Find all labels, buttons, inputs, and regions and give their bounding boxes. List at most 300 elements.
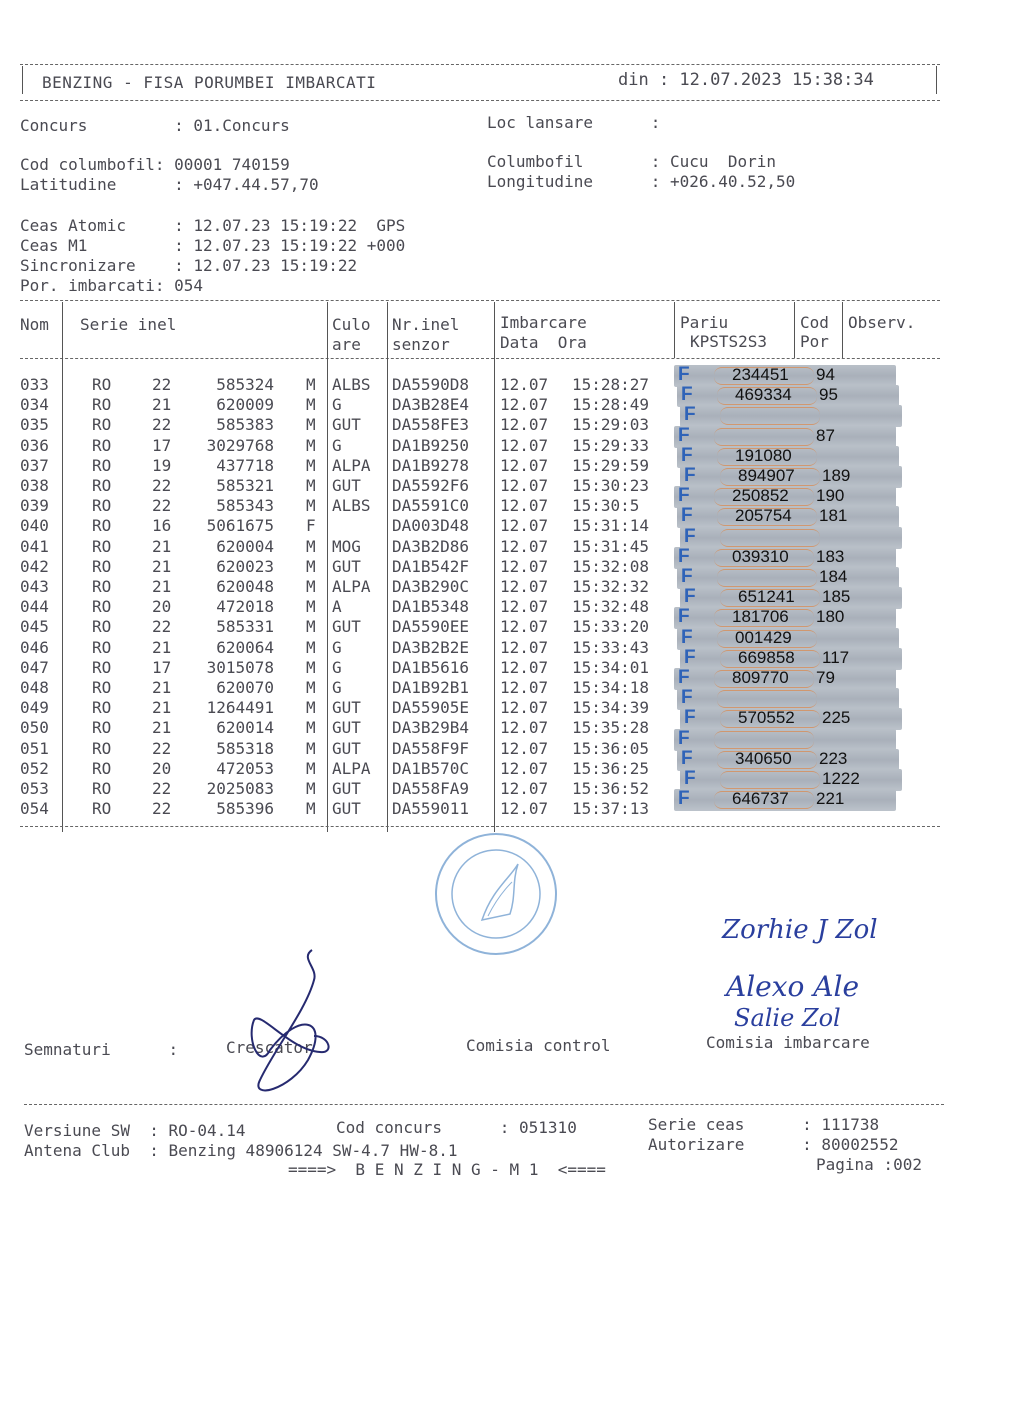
cell-country: RO (92, 516, 112, 536)
header-right-border (936, 66, 937, 94)
cell-country: RO (92, 718, 112, 738)
pariu-sticker (680, 466, 902, 488)
sticker-wave (717, 690, 817, 708)
cell-color: ALBS (332, 375, 371, 394)
cell-time: 15:29:33 (572, 435, 650, 455)
cell-year: 22 (152, 617, 172, 637)
cell-year: 21 (152, 718, 172, 738)
cell-ring-number: 472018 (216, 597, 274, 617)
cell-sex: M (306, 637, 316, 657)
cell-country: RO (92, 758, 112, 778)
cell-year: 17 (152, 657, 172, 677)
cell-time: 15:34:01 (572, 657, 650, 677)
pariu-sticker (680, 587, 902, 609)
cell-country: RO (92, 375, 112, 394)
cell-sex: M (306, 556, 316, 576)
cell-date: 12.07 (500, 657, 549, 677)
cell-country: RO (92, 597, 112, 617)
cell-time: 15:32:48 (572, 597, 650, 617)
cell-nom: 034 (20, 395, 49, 415)
cell-year: 19 (152, 455, 172, 475)
cell-ring-number: 585324 (216, 375, 274, 394)
crescator-signature (230, 940, 350, 1100)
cell-nom: 039 (20, 496, 49, 516)
cell-sex: M (306, 698, 316, 718)
cell-nom: 051 (20, 738, 49, 758)
cell-sensor: DA558FE3 (392, 415, 470, 435)
signature-1: Zorhie J Zol (722, 915, 878, 945)
footer-rule (24, 1104, 944, 1105)
cell-color: G (332, 678, 342, 697)
cell-color: GUT (332, 556, 361, 576)
sticker-code: 646737 (732, 789, 789, 809)
cell-country: RO (92, 698, 112, 718)
cell-sex: M (306, 476, 316, 495)
cell-date: 12.07 (500, 516, 549, 536)
columbofil-field: Columbofil : Cucu Dorin (487, 152, 776, 171)
cell-date: 12.07 (500, 597, 549, 617)
cell-date: 12.07 (500, 536, 549, 556)
document-date: din : 12.07.2023 15:38:34 (618, 70, 874, 90)
cell-ring-number: 620070 (216, 678, 274, 697)
table-row (20, 597, 680, 617)
cell-nom: 047 (20, 657, 49, 677)
cell-ring-number: 620009 (216, 395, 274, 415)
cell-country: RO (92, 435, 112, 455)
col-pariu: Pariu (680, 313, 729, 332)
cell-ring-number: 620014 (216, 718, 274, 738)
cell-year: 21 (152, 637, 172, 657)
cell-sensor: DA3B290C (392, 577, 470, 596)
sticker-f-mark: F (681, 748, 693, 769)
cell-sensor: DA1B5348 (392, 597, 470, 617)
cell-nom: 038 (20, 476, 49, 495)
cell-ring-number: 620004 (216, 536, 274, 556)
cell-country: RO (92, 779, 112, 798)
cell-date: 12.07 (500, 779, 549, 798)
cell-sensor: DA5592F6 (392, 476, 470, 495)
table-bottom-rule (20, 826, 940, 827)
cell-nom: 036 (20, 435, 49, 455)
cell-year: 21 (152, 536, 172, 556)
sticker-code: 894907 (738, 466, 795, 485)
cell-color: GUT (332, 415, 361, 435)
cell-country: RO (92, 556, 112, 576)
sticker-wave (720, 529, 820, 547)
cell-ring-number: 620064 (216, 637, 274, 657)
antena-club: Antena Club : Benzing 48906124 SW-4.7 HW-8.1 (24, 1141, 458, 1160)
cell-ring-number: 585331 (216, 617, 274, 637)
cell-nom: 046 (20, 637, 49, 657)
sticker-wave (714, 731, 814, 749)
cell-country: RO (92, 476, 112, 495)
cell-year: 20 (152, 597, 172, 617)
cell-color: GUT (332, 779, 361, 798)
cell-color: GUT (332, 799, 361, 819)
cell-color: GUT (332, 718, 361, 738)
sticker-f-mark: F (678, 668, 690, 688)
cell-time: 15:28:27 (572, 375, 650, 394)
cell-ring-number: 472053 (216, 758, 274, 778)
sticker-code: 001429 (735, 627, 792, 647)
cell-date: 12.07 (500, 375, 549, 394)
table-row (20, 658, 680, 678)
longitudine-field: Longitudine : +026.40.52,50 (487, 172, 796, 191)
cell-nom: 054 (20, 799, 49, 819)
cell-sex: M (306, 375, 316, 394)
cell-year: 21 (152, 678, 172, 697)
cell-date: 12.07 (500, 678, 549, 697)
cell-color: GUT (332, 738, 361, 758)
sticker-f-mark: F (684, 769, 696, 789)
pariu-sticker (680, 708, 902, 730)
cell-date: 12.07 (500, 617, 549, 637)
cell-time: 15:32:08 (572, 556, 650, 576)
sticker-tail: 225 (822, 708, 851, 728)
table-row (20, 799, 680, 819)
cell-time: 15:35:28 (572, 718, 650, 738)
pariu-sticker (674, 426, 896, 448)
cell-time: 15:36:52 (572, 779, 650, 798)
sticker-code: 205754 (735, 506, 792, 526)
cell-color: GUT (332, 698, 361, 718)
cell-year: 21 (152, 698, 172, 718)
cell-sex: M (306, 496, 316, 516)
cell-ring-number: 3029768 (206, 435, 274, 455)
pariu-sticker (674, 486, 896, 508)
cell-country: RO (92, 657, 112, 677)
sticker-tail: 180 (816, 607, 845, 627)
cell-date: 12.07 (500, 476, 549, 495)
sticker-code: 669858 (738, 647, 795, 667)
cell-year: 22 (152, 415, 172, 435)
cell-ring-number: 620023 (216, 556, 274, 576)
cell-country: RO (92, 455, 112, 475)
sticker-f-mark: F (678, 546, 690, 567)
cell-time: 15:37:13 (572, 799, 650, 819)
pagina: Pagina :002 (816, 1155, 922, 1174)
cell-sex: M (306, 435, 316, 455)
pariu-sticker (674, 729, 896, 751)
cell-year: 16 (152, 516, 172, 536)
col-senzor: senzor (392, 335, 450, 354)
cell-date: 12.07 (500, 455, 549, 475)
sticker-code: 651241 (738, 587, 795, 607)
sticker-code: 234451 (732, 365, 789, 384)
col-cod: Cod (800, 313, 829, 332)
cell-ring-number: 5061675 (206, 516, 274, 536)
cell-time: 15:32:32 (572, 577, 650, 596)
cell-sex: M (306, 758, 316, 778)
cell-date: 12.07 (500, 637, 549, 657)
pariu-sticker (677, 749, 899, 771)
cod-concurs: Cod concurs : 051310 (336, 1118, 577, 1137)
sticker-f-mark: F (681, 506, 693, 527)
comisia-control-label: Comisia control (466, 1036, 611, 1055)
cell-date: 12.07 (500, 556, 549, 576)
table-row (20, 476, 680, 496)
col-culo: Culo (332, 315, 371, 334)
cell-country: RO (92, 536, 112, 556)
cell-nom: 045 (20, 617, 49, 637)
cell-color: ALPA (332, 577, 371, 596)
table-header-rule (20, 358, 940, 359)
cell-sex: M (306, 536, 316, 556)
cell-sensor: DA55905E (392, 698, 470, 718)
cell-time: 15:30:5 (572, 496, 640, 516)
cell-time: 15:31:45 (572, 536, 650, 556)
cell-sensor: DA3B28E4 (392, 395, 470, 415)
sticker-code: 250852 (732, 486, 789, 506)
pariu-sticker (680, 527, 902, 549)
sticker-f-mark: F (681, 567, 693, 587)
cell-sensor: DA1B9250 (392, 435, 470, 455)
cell-country: RO (92, 637, 112, 657)
loc-lansare-field: Loc lansare : (487, 113, 661, 132)
col-nom: Nom (20, 315, 49, 334)
cell-year: 22 (152, 496, 172, 516)
table-row (20, 537, 680, 557)
pariu-sticker (677, 688, 899, 710)
header-bottom-rule (20, 100, 940, 101)
cell-date: 12.07 (500, 577, 549, 596)
cell-sensor: DA3B2B2E (392, 637, 470, 657)
cell-time: 15:33:43 (572, 637, 650, 657)
table-row (20, 739, 680, 759)
sticker-f-mark: F (678, 486, 690, 507)
sticker-tail: 79 (816, 668, 835, 687)
sticker-tail: 94 (816, 365, 835, 384)
sticker-wave (720, 407, 820, 425)
cell-date: 12.07 (500, 698, 549, 718)
cell-ring-number: 2025083 (206, 779, 274, 798)
cell-sex: M (306, 799, 316, 819)
signature-2: Alexo Ale (726, 970, 860, 1003)
table-row (20, 779, 680, 799)
cell-color: G (332, 657, 342, 677)
cell-color: GUT (332, 617, 361, 637)
cell-nom: 049 (20, 698, 49, 718)
cell-sex: M (306, 455, 316, 475)
cell-country: RO (92, 678, 112, 697)
cell-country: RO (92, 799, 112, 819)
sticker-tail: 1222 (822, 769, 860, 788)
table-row (20, 516, 680, 536)
sticker-f-mark: F (684, 708, 696, 729)
sticker-f-mark: F (684, 647, 696, 668)
cell-ring-number: 437718 (216, 455, 274, 475)
cell-color: G (332, 395, 342, 415)
sincronizare-field: Sincronizare : 12.07.23 15:19:22 (20, 256, 358, 275)
cell-ring-number: 585318 (216, 738, 274, 758)
pariu-sticker (677, 385, 899, 407)
header-top-rule (20, 64, 940, 65)
cell-nom: 052 (20, 758, 49, 778)
cell-sensor: DA559011 (392, 799, 470, 819)
cell-ring-number: 585383 (216, 415, 274, 435)
col-kpsts: KPSTS2S3 (690, 332, 768, 351)
cell-sensor: DA1B570C (392, 758, 470, 778)
cell-sensor: DA1B542F (392, 556, 470, 576)
cell-sex: F (306, 516, 316, 536)
cell-date: 12.07 (500, 718, 549, 738)
ceas-atomic-field: Ceas Atomic : 12.07.23 15:19:22 GPS (20, 216, 406, 235)
cell-year: 22 (152, 799, 172, 819)
sticker-f-mark: F (678, 607, 690, 628)
cell-ring-number: 585321 (216, 476, 274, 495)
sticker-f-mark: F (681, 445, 693, 466)
cell-sex: M (306, 718, 316, 738)
cell-date: 12.07 (500, 415, 549, 435)
cell-sex: M (306, 678, 316, 697)
header-left-border (22, 66, 23, 94)
col-serie-inel: Serie inel (80, 315, 177, 334)
cell-year: 17 (152, 435, 172, 455)
cell-country: RO (92, 395, 112, 415)
pariu-sticker (674, 789, 896, 811)
sticker-tail: 184 (819, 567, 848, 586)
cell-nom: 033 (20, 375, 49, 394)
cell-date: 12.07 (500, 738, 549, 758)
cell-time: 15:29:03 (572, 415, 650, 435)
table-row (20, 415, 680, 435)
cell-date: 12.07 (500, 758, 549, 778)
cell-country: RO (92, 617, 112, 637)
cell-nom: 040 (20, 516, 49, 536)
sticker-tail: 117 (822, 647, 850, 667)
col-observ: Observ. (848, 313, 916, 332)
versiune-sw: Versiune SW : RO-04.14 (24, 1121, 246, 1140)
sticker-f-mark: F (684, 587, 696, 608)
table-row (20, 698, 680, 718)
cell-nom: 037 (20, 455, 49, 475)
cell-sex: M (306, 577, 316, 596)
sticker-code: 181706 (732, 607, 789, 627)
cell-year: 20 (152, 758, 172, 778)
cell-sensor: DA3B29B4 (392, 718, 470, 738)
cell-nom: 053 (20, 779, 49, 798)
por-imbarcati-field: Por. imbarcati: 054 (20, 276, 204, 295)
col-nr-inel: Nr.inel (392, 315, 460, 334)
concurs-field: Concurs : 01.Concurs (20, 116, 290, 135)
cell-nom: 041 (20, 536, 49, 556)
cell-ring-number: 1264491 (206, 698, 274, 718)
cell-time: 15:31:14 (572, 516, 650, 536)
cell-time: 15:34:39 (572, 698, 650, 718)
cell-sex: M (306, 617, 316, 637)
sticker-code: 570552 (738, 708, 795, 728)
table-row (20, 638, 680, 658)
sticker-wave (717, 569, 817, 587)
pariu-sticker (677, 446, 899, 468)
pariu-sticker (680, 405, 902, 427)
cell-color: ALBS (332, 496, 371, 516)
table-row (20, 678, 680, 698)
table-row (20, 436, 680, 456)
sticker-f-mark: F (681, 688, 693, 709)
table-row (20, 395, 680, 415)
sticker-f-mark: F (684, 405, 696, 426)
col-data-ora: Data Ora (500, 333, 587, 352)
cell-country: RO (92, 415, 112, 435)
cell-color: GUT (332, 476, 361, 495)
cell-year: 21 (152, 556, 172, 576)
cell-nom: 044 (20, 597, 49, 617)
sticker-code: 469334 (735, 385, 792, 405)
autorizare: Autorizare : 80002552 (648, 1135, 899, 1154)
sticker-f-mark: F (678, 789, 690, 810)
sticker-f-mark: F (684, 526, 696, 547)
document-title: BENZING - FISA PORUMBEI IMBARCATI (42, 73, 377, 92)
cell-country: RO (92, 496, 112, 516)
cell-sensor: DA1B92B1 (392, 678, 470, 697)
pariu-sticker (677, 567, 899, 589)
cell-color: ALPA (332, 455, 371, 475)
table-row (20, 759, 680, 779)
cell-year: 22 (152, 476, 172, 495)
cell-color: ALPA (332, 758, 371, 778)
cell-time: 15:28:49 (572, 395, 650, 415)
cell-sensor: DA1B5616 (392, 657, 470, 677)
cell-year: 22 (152, 375, 172, 394)
table-row (20, 557, 680, 577)
cell-nom: 043 (20, 577, 49, 596)
sticker-tail: 183 (816, 546, 845, 566)
cell-sex: M (306, 395, 316, 415)
col-sep-6 (794, 302, 795, 358)
signature-3: Salie Zol (734, 1004, 841, 1032)
cell-color: G (332, 435, 342, 455)
cell-date: 12.07 (500, 799, 549, 819)
sticker-tail: 221 (816, 789, 845, 809)
cell-sensor: DA5590EE (392, 617, 470, 637)
comisia-imbarcare-label: Comisia imbarcare (706, 1033, 870, 1052)
cell-sensor: DA558FA9 (392, 779, 470, 798)
crescator-label: Crescator (226, 1038, 313, 1057)
cell-sensor: DA5590D8 (392, 375, 470, 394)
sticker-tail: 190 (816, 486, 845, 506)
club-stamp (432, 830, 560, 958)
sticker-f-mark: F (678, 728, 690, 749)
pariu-sticker (674, 365, 896, 387)
sticker-tail: 181 (819, 506, 848, 526)
cell-sensor: DA1B9278 (392, 455, 470, 475)
cell-year: 22 (152, 779, 172, 798)
cell-date: 12.07 (500, 496, 549, 516)
cell-sensor: DA5591C0 (392, 496, 470, 516)
pariu-sticker (674, 668, 896, 690)
cell-ring-number: 3015078 (206, 657, 274, 677)
cell-ring-number: 585343 (216, 496, 274, 516)
table-row (20, 456, 680, 476)
sticker-f-mark: F (681, 385, 693, 406)
cell-time: 15:30:23 (572, 476, 650, 495)
cell-nom: 035 (20, 415, 49, 435)
sticker-tail: 223 (819, 748, 848, 768)
cell-nom: 050 (20, 718, 49, 738)
cell-sensor: DA003D48 (392, 516, 470, 536)
sticker-code: 039310 (732, 546, 789, 566)
sticker-f-mark: F (684, 466, 696, 486)
pariu-sticker (680, 648, 902, 670)
ceas-m1-field: Ceas M1 : 12.07.23 15:19:22 +000 (20, 236, 406, 255)
table-row (20, 617, 680, 637)
cell-ring-number: 585396 (216, 799, 274, 819)
cell-sensor: DA558F9F (392, 738, 470, 758)
col-sep-5 (674, 302, 675, 358)
cell-year: 22 (152, 738, 172, 758)
cell-nom: 048 (20, 678, 49, 697)
